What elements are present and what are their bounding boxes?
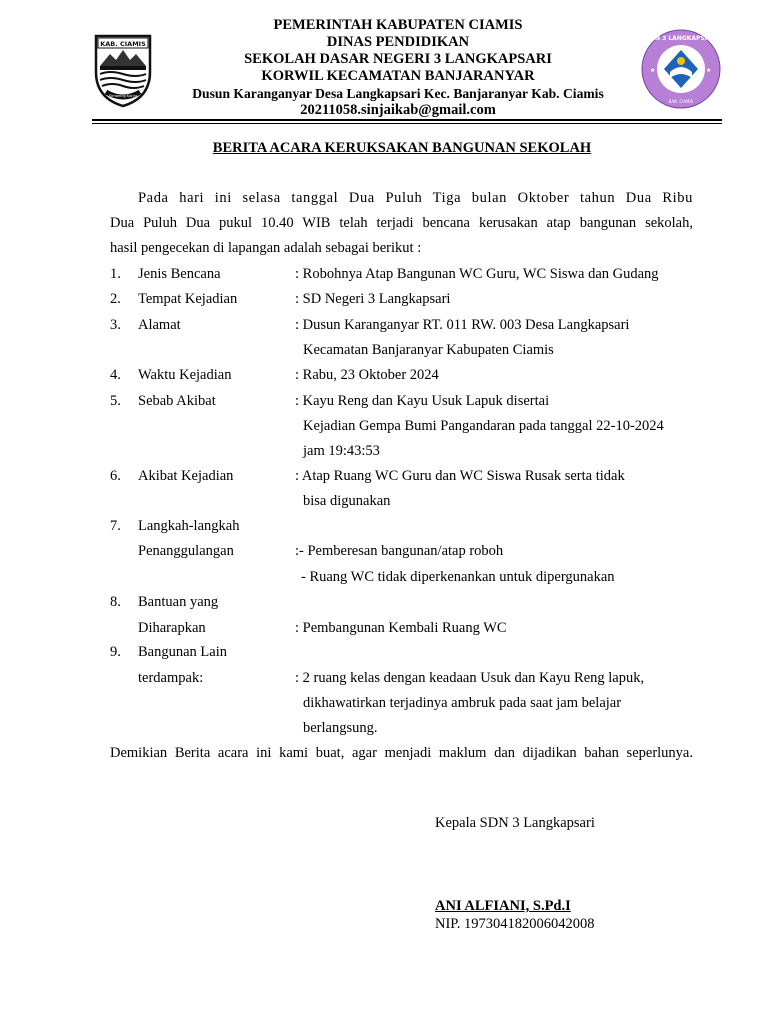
item-number: 9. xyxy=(110,644,121,660)
header-government: PEMERINTAH KABUPATEN CIAMIS xyxy=(273,17,523,33)
item-number: 5. xyxy=(110,393,121,409)
signatory-name: ANI ALFIANI, S.Pd.I xyxy=(435,898,571,914)
item-value-continued: berlangsung. xyxy=(303,720,378,736)
svg-text:SDN 3 LANGKAPSARI: SDN 3 LANGKAPSARI xyxy=(645,35,717,42)
item-value-continued: Kecamatan Banjaranyar Kabupaten Ciamis xyxy=(303,342,554,358)
svg-text:KAB. CIAMIS: KAB. CIAMIS xyxy=(668,99,694,104)
svg-text:★: ★ xyxy=(706,68,712,74)
item-value-continued: Kejadian Gempa Bumi Pangandaran pada tanggal 22-10-2024 xyxy=(303,418,664,434)
item-label: Sebab Akibat xyxy=(138,393,216,409)
header-email: 20211058.sinjaikab@gmail.com xyxy=(300,102,496,118)
intro-line-3: hasil pengecekan di lapangan adalah sebagai berikut : xyxy=(110,240,422,256)
signatory-nip: NIP. 197304182006042008 xyxy=(435,916,595,932)
item-value: : Atap Ruang WC Guru dan WC Siswa Rusak serta tidak xyxy=(295,468,625,484)
header-department: DINAS PENDIDIKAN xyxy=(326,34,470,50)
closing-statement: Demikian Berita acara ini kami buat, agar menjadi maklum dan dijadikan bahan seperlunya. xyxy=(110,745,693,761)
item-value: : Rabu, 23 Oktober 2024 xyxy=(295,367,439,383)
item-label: Akibat Kejadian xyxy=(138,468,234,484)
intro-line-2: Dua Puluh Dua pukul 10.40 WIB telah terjadi bencana kerusakan atap bangunan sekolah, xyxy=(110,215,693,231)
item-label: Bantuan yang xyxy=(138,594,219,610)
item-label: Langkah-langkah xyxy=(138,518,240,534)
item-number: 1. xyxy=(110,266,121,282)
item-label: Tempat Kejadian xyxy=(138,291,238,307)
item-label: Bangunan Lain xyxy=(138,644,227,660)
item-number: 6. xyxy=(110,468,121,484)
item-value: : SD Negeri 3 Langkapsari xyxy=(295,291,451,307)
item-number: 8. xyxy=(110,594,121,610)
svg-text:KAB. CIAMIS: KAB. CIAMIS xyxy=(100,40,146,48)
item-value-continued: - Ruang WC tidak diperkenankan untuk dipergunakan xyxy=(301,569,615,585)
header-address: Dusun Karanganyar Desa Langkapsari Kec. Banjaranyar Kab. Ciamis xyxy=(192,86,604,101)
item-number: 4. xyxy=(110,367,121,383)
item-value-continued: jam 19:43:53 xyxy=(303,443,380,459)
item-value-continued: bisa digunakan xyxy=(303,493,391,509)
item-value: : Robohnya Atap Bangunan WC Guru, WC Siswa dan Gudang xyxy=(295,266,659,282)
item-value: : 2 ruang kelas dengan keadaan Usuk dan Kayu Reng lapuk, xyxy=(295,670,645,686)
item-number: 3. xyxy=(110,317,121,333)
item-number: 2. xyxy=(110,291,121,307)
item-label-continued: terdampak: xyxy=(138,670,204,686)
item-number: 7. xyxy=(110,518,121,534)
signatory-role: Kepala SDN 3 Langkapsari xyxy=(435,815,595,831)
item-label-continued: Penanggulangan xyxy=(138,543,234,559)
item-label: Waktu Kejadian xyxy=(138,367,232,383)
item-value: : Pembangunan Kembali Ruang WC xyxy=(295,620,507,636)
item-label: Jenis Bencana xyxy=(138,266,221,282)
item-label: Alamat xyxy=(138,317,181,333)
item-label-continued: Diharapkan xyxy=(138,620,206,636)
header-school-name: SEKOLAH DASAR NEGERI 3 LANGKAPSARI xyxy=(244,51,552,67)
intro-line-1: Pada hari ini selasa tanggal Dua Puluh Tiga bulan Oktober tahun Dua Ribu xyxy=(138,190,693,206)
item-value: :- Pemberesan bangunan/atap roboh xyxy=(295,543,504,559)
svg-text:★: ★ xyxy=(650,68,656,74)
header-divider-thick xyxy=(92,119,722,121)
document-title: BERITA ACARA KERUKSAKAN BANGUNAN SEKOLAH xyxy=(212,140,592,156)
svg-text:Sirnaning Karya: Sirnaning Karya xyxy=(108,94,138,98)
header-divider-thin xyxy=(92,123,722,124)
header-district: KORWIL KECAMATAN BANJARANYAR xyxy=(261,68,535,84)
item-value: : Kayu Reng dan Kayu Usuk Lapuk disertai xyxy=(295,393,550,409)
item-value: : Dusun Karanganyar RT. 011 RW. 003 Desa Langkapsari xyxy=(295,317,630,333)
item-value-continued: dikhawatirkan terjadinya ambruk pada saat jam belajar xyxy=(303,695,622,711)
